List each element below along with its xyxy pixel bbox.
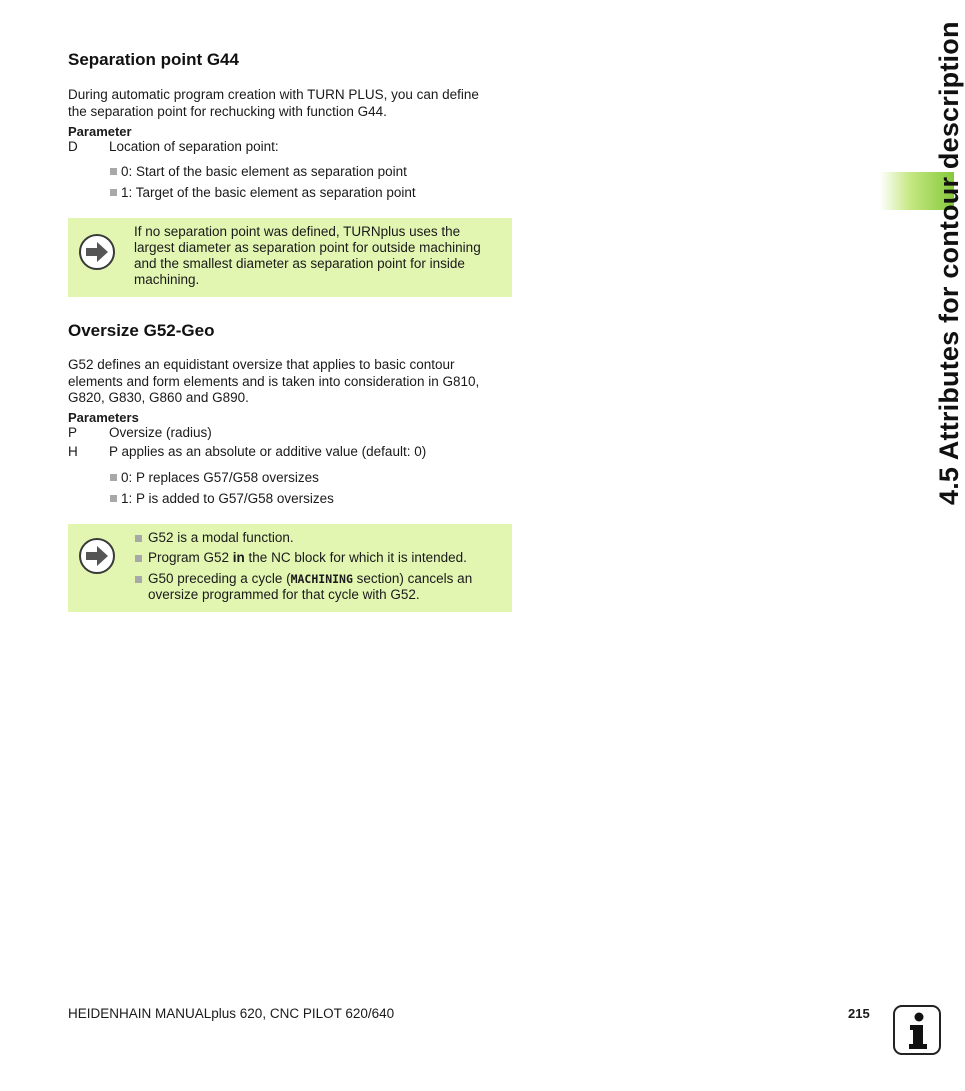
section2-intro-line: G52 defines an equidistant oversize that applies to basic contour <box>68 357 455 372</box>
note-line: and the smallest diameter as separation point for inside <box>134 256 465 271</box>
params-heading: Parameters <box>68 410 139 425</box>
option-text: 1: Target of the basic element as separation point <box>121 185 416 200</box>
param-row-p <box>68 424 508 441</box>
footer-text: HEIDENHAIN MANUALplus 620, CNC PILOT 620/640 <box>68 1006 395 1021</box>
section-heading-oversize: Oversize G52-Geo <box>68 321 215 340</box>
emphasis-text: in <box>232 550 245 565</box>
option-text: 0: P replaces G57/G58 oversizes <box>121 470 319 485</box>
section1-intro-line: the separation point for rechucking with function G44. <box>68 103 387 119</box>
option-item <box>110 469 319 486</box>
note-bullet-text: section) cancels an <box>352 571 473 586</box>
bullet-square-icon <box>110 474 117 481</box>
note-bullet <box>148 550 508 566</box>
section-heading-separation-point: Separation point G44 <box>68 50 239 69</box>
note-line: If no separation point was defined, TURNplus uses the <box>134 224 461 239</box>
section2-intro <box>68 357 518 407</box>
section1-intro-line: During automatic program creation with TURN PLUS, you can define <box>68 87 479 102</box>
softkey-label: MACHINING <box>290 572 353 586</box>
chapter-title: 4.5 Attributes for contour description <box>934 21 964 505</box>
param-key: P <box>68 425 78 440</box>
note-box <box>68 524 512 612</box>
note-bullet-text: oversize programmed for that cycle with G52. <box>148 587 420 602</box>
param-key: D <box>68 139 78 154</box>
note-bullet <box>148 571 508 603</box>
section1-intro <box>68 87 518 120</box>
param-desc: P applies as an absolute or additive value (default: 0) <box>109 444 427 459</box>
param-row-d <box>68 138 508 155</box>
note-bullet <box>148 530 508 546</box>
note-box <box>68 218 512 297</box>
option-item <box>110 163 407 180</box>
note-bullet-text: the NC block for which it is intended. <box>244 550 467 565</box>
note-line: machining. <box>134 272 200 287</box>
param-row-h <box>68 443 508 460</box>
bullet-square-icon <box>110 495 117 502</box>
bullet-square-icon <box>135 555 142 562</box>
note-bullet-text: G52 is a modal function. <box>148 530 294 545</box>
arrow-right-circle-icon <box>78 233 116 271</box>
note-text <box>134 224 506 288</box>
bullet-square-icon <box>110 168 117 175</box>
arrow-right-circle-icon <box>78 537 116 575</box>
info-icon <box>893 1005 941 1055</box>
option-text: 1: P is added to G57/G58 oversizes <box>121 491 334 506</box>
bullet-square-icon <box>135 576 142 583</box>
section2-intro-line: G820, G830, G860 and G890. <box>68 390 249 405</box>
option-text: 0: Start of the basic element as separation point <box>121 164 407 179</box>
bullet-square-icon <box>110 189 117 196</box>
bullet-square-icon <box>135 535 142 542</box>
section2-intro-line: elements and form elements and is taken into consideration in G810, <box>68 373 480 389</box>
note-bullet-text: G50 preceding a cycle ( <box>148 571 291 586</box>
param-heading: Parameter <box>68 124 132 139</box>
page-number: 215 <box>848 1006 870 1021</box>
option-item <box>110 184 416 201</box>
note-line: largest diameter as separation point for outside machining <box>134 240 481 255</box>
param-desc: Location of separation point: <box>109 139 279 154</box>
param-key: H <box>68 444 78 459</box>
option-item <box>110 490 334 507</box>
param-desc: Oversize (radius) <box>109 425 212 440</box>
info-glyph <box>895 1007 939 1053</box>
note-bullet-text: Program G52 <box>148 550 233 565</box>
